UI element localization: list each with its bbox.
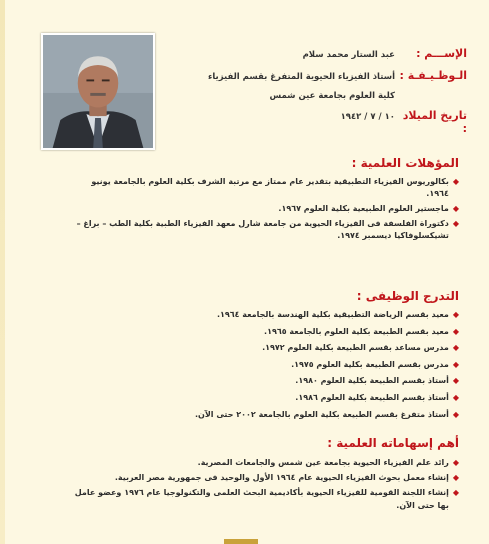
job-row bbox=[167, 69, 467, 91]
portrait-image bbox=[43, 35, 153, 148]
list-item bbox=[29, 471, 459, 484]
item-text: معيد بقسم الطبيعة بكلية العلوم بالجامعة ١٩٦٥. bbox=[264, 326, 449, 336]
item-text: أستاذ متفرغ بقسم الطبيعة بكلية العلوم بالجامعة ٢٠٠٢ حتى الآن. bbox=[194, 409, 449, 419]
item-text bbox=[29, 176, 449, 200]
list-item bbox=[29, 409, 459, 421]
bullet-icon: ◆ bbox=[452, 392, 459, 402]
birth-label: تاريخ الميلاد : bbox=[402, 109, 467, 135]
list-item bbox=[29, 486, 459, 512]
item-text: مدرس بقسم الطبيعة بكلية العلوم ١٩٧٥. bbox=[291, 359, 449, 369]
portrait-photo bbox=[41, 33, 155, 150]
name-value: عبد الستار محمد سلام bbox=[302, 50, 395, 60]
section-title: أهم إسهاماته العلمية : bbox=[327, 436, 459, 450]
bullet-icon: ◆ bbox=[452, 177, 459, 186]
bullet-icon: ◆ bbox=[452, 326, 459, 336]
list-item bbox=[29, 359, 459, 371]
bullet-icon: ◆ bbox=[452, 204, 459, 213]
job-value-continued: كلية العلوم بجامعة عين شمس bbox=[269, 91, 395, 101]
item-line: تشيكسلوفاكيا ديسمبر ١٩٧٤. bbox=[337, 231, 449, 240]
birth-row bbox=[167, 109, 467, 135]
item-line: ١٩٦٤. bbox=[426, 189, 449, 198]
career-section bbox=[29, 289, 459, 425]
bullet-icon: ◆ bbox=[452, 458, 459, 467]
list-item bbox=[29, 456, 459, 469]
bullet-icon: ◆ bbox=[452, 473, 459, 482]
item-line: بها حتى الآن. bbox=[396, 501, 449, 510]
name-label: الإســـم : bbox=[416, 47, 467, 60]
list-item bbox=[29, 218, 459, 242]
job-label: الـوظـيـفـة : bbox=[399, 69, 467, 82]
contributions-section bbox=[29, 436, 459, 514]
bullet-icon: ◆ bbox=[452, 219, 459, 228]
bullet-icon: ◆ bbox=[452, 409, 459, 419]
list-item bbox=[29, 309, 459, 321]
list-item bbox=[29, 342, 459, 354]
item-text bbox=[29, 218, 449, 242]
list-item bbox=[29, 326, 459, 338]
item-text bbox=[29, 486, 449, 512]
list-item bbox=[29, 203, 459, 215]
item-line: رائد علم الفيزياء الحيوية بجامعة عين شمس والجامعات المصرية. bbox=[197, 458, 449, 467]
section-title: المؤهلات العلمية : bbox=[351, 156, 459, 170]
list-item bbox=[29, 392, 459, 404]
name-row bbox=[167, 47, 467, 69]
item-line: بكالوريوس الفيزياء التطبيقية بتقدير عام ممتاز مع مرتبة الشرف بكلية العلوم بالجامعة يونيو bbox=[91, 177, 449, 186]
page-edge-strip bbox=[0, 0, 5, 544]
list-item bbox=[29, 375, 459, 387]
birth-value: ١٠ / ٧ / ١٩٤٢ bbox=[340, 112, 395, 122]
bullet-icon: ◆ bbox=[452, 359, 459, 369]
item-text: أستاذ بقسم الطبيعة بكلية العلوم ١٩٨٠. bbox=[295, 376, 449, 386]
bullet-icon: ◆ bbox=[452, 343, 459, 353]
list-item bbox=[29, 176, 459, 200]
job-value: أستاذ الفيزياء الحيوية المتفرغ بقسم الفيزياء bbox=[208, 72, 395, 82]
profile-info bbox=[167, 47, 467, 135]
qualifications-section bbox=[29, 156, 459, 245]
item-text bbox=[29, 456, 449, 469]
bullet-icon: ◆ bbox=[452, 488, 459, 497]
item-line: إنشاء معمل بحوث الفيزياء الحيوية عام ١٩٦٤ الأول والوحيد فى جمهورية مصر العربية. bbox=[114, 473, 449, 482]
item-text bbox=[29, 203, 449, 215]
bullet-icon: ◆ bbox=[452, 376, 459, 386]
section-title: التدرج الوظيفى : bbox=[356, 289, 459, 303]
item-line: ماجستير العلوم الطبيعية بكلية العلوم ١٩٦٧. bbox=[278, 204, 449, 213]
item-text: أستاذ بقسم الطبيعة بكلية العلوم ١٩٨٦. bbox=[295, 392, 449, 402]
item-text bbox=[29, 471, 449, 484]
item-line: إنشاء اللجنة القومية للفيزياء الحيوية بأكاديمية البحث العلمى والتكنولوجيا عام ١٩٧٦ وعضو عامل bbox=[74, 488, 449, 497]
item-line: دكتوراة الفلسفة فى الفيزياء الحيوية من جامعة شارل معهد الفيزياء الطبية بكلية الطب – براغ – bbox=[76, 219, 449, 228]
item-text: معيد بقسم الرياضة التطبيقية بكلية الهندسة بالجامعة ١٩٦٤. bbox=[216, 310, 449, 319]
bullet-icon: ◆ bbox=[452, 310, 459, 319]
page-tab-marker bbox=[224, 539, 258, 544]
item-text: مدرس مساعد بقسم الطبيعة بكلية العلوم ١٩٧٢. bbox=[262, 343, 449, 353]
